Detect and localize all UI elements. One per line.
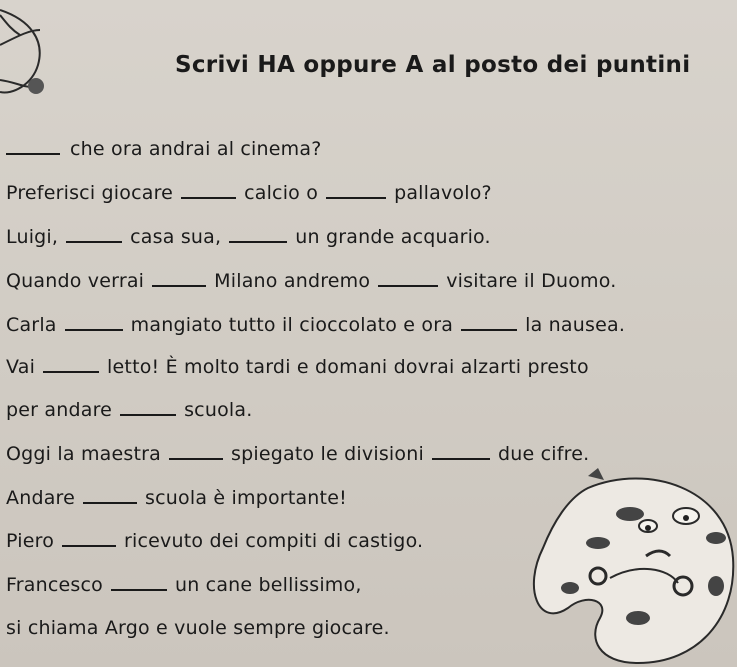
sentence-fragment: Preferisci giocare [6, 182, 174, 204]
exercise-line [6, 617, 390, 639]
sentence-fragment: scuola è importante! [145, 487, 347, 509]
sentence-fragment: Piero [6, 530, 55, 552]
answer-blank[interactable] [120, 413, 176, 416]
sentence-fragment: per andare [6, 399, 113, 421]
answer-blank[interactable] [62, 544, 116, 547]
exercise-line [6, 443, 589, 465]
exercise-line [6, 356, 589, 378]
paint-palette-icon [528, 468, 737, 667]
answer-blank[interactable] [152, 284, 206, 287]
exercise-line [6, 270, 616, 292]
sentence-fragment: scuola. [184, 399, 253, 421]
answer-blank[interactable] [378, 284, 438, 287]
exercise-line [6, 530, 423, 552]
sentence-fragment: calcio o [244, 182, 319, 204]
sentence-fragment: Andare [6, 487, 76, 509]
sentence-fragment: spiegato le divisioni [231, 443, 424, 465]
exercise-line [6, 399, 252, 421]
exercise-line [6, 138, 322, 160]
exercise-line [6, 487, 347, 509]
sentence-fragment: Carla [6, 314, 57, 336]
sentence-fragment: ricevuto dei compiti di castigo. [124, 530, 424, 552]
answer-blank[interactable] [66, 240, 122, 243]
sentence-fragment: casa sua, [130, 226, 222, 248]
sentence-fragment: Milano andremo [214, 270, 371, 292]
sentence-fragment: la nausea. [525, 314, 626, 336]
answer-blank[interactable] [43, 370, 99, 373]
exercise-line [6, 574, 362, 596]
answer-blank[interactable] [169, 457, 223, 460]
sentence-fragment: due cifre. [497, 443, 590, 465]
sentence-fragment: un grande acquario. [295, 226, 491, 248]
answer-blank[interactable] [111, 588, 167, 591]
sentence-fragment: visitare il Duomo. [446, 270, 617, 292]
sentence-fragment: si chiama Argo e vuole sempre giocare. [6, 617, 390, 639]
sentence-fragment: Oggi la maestra [6, 443, 161, 465]
page-title: Scrivi HA oppure A al posto dei puntini [175, 52, 691, 78]
answer-blank[interactable] [181, 196, 236, 199]
sentence-fragment: Luigi, [6, 226, 59, 248]
answer-blank[interactable] [432, 457, 490, 460]
exercise-line [6, 314, 625, 336]
answer-blank[interactable] [461, 328, 517, 331]
answer-blank[interactable] [326, 196, 386, 199]
answer-blank[interactable] [6, 152, 60, 155]
sentence-fragment: un cane bellissimo, [174, 574, 362, 596]
answer-blank[interactable] [65, 328, 123, 331]
answer-blank[interactable] [83, 501, 137, 504]
sentence-fragment: mangiato tutto il cioccolato e ora [130, 314, 454, 336]
sentence-fragment: Francesco [6, 574, 103, 596]
exercise-line [6, 226, 491, 248]
sentence-fragment: pallavolo? [394, 182, 492, 204]
answer-blank[interactable] [229, 240, 287, 243]
sentence-fragment: Quando verrai [6, 270, 145, 292]
exercise-line [6, 182, 492, 204]
sentence-fragment: che ora andrai al cinema? [70, 138, 322, 160]
sentence-fragment: letto! È molto tardi e domani dovrai alzarti presto [107, 356, 589, 378]
atom-orbit-icon [0, 0, 120, 110]
sentence-fragment: Vai [6, 356, 36, 378]
